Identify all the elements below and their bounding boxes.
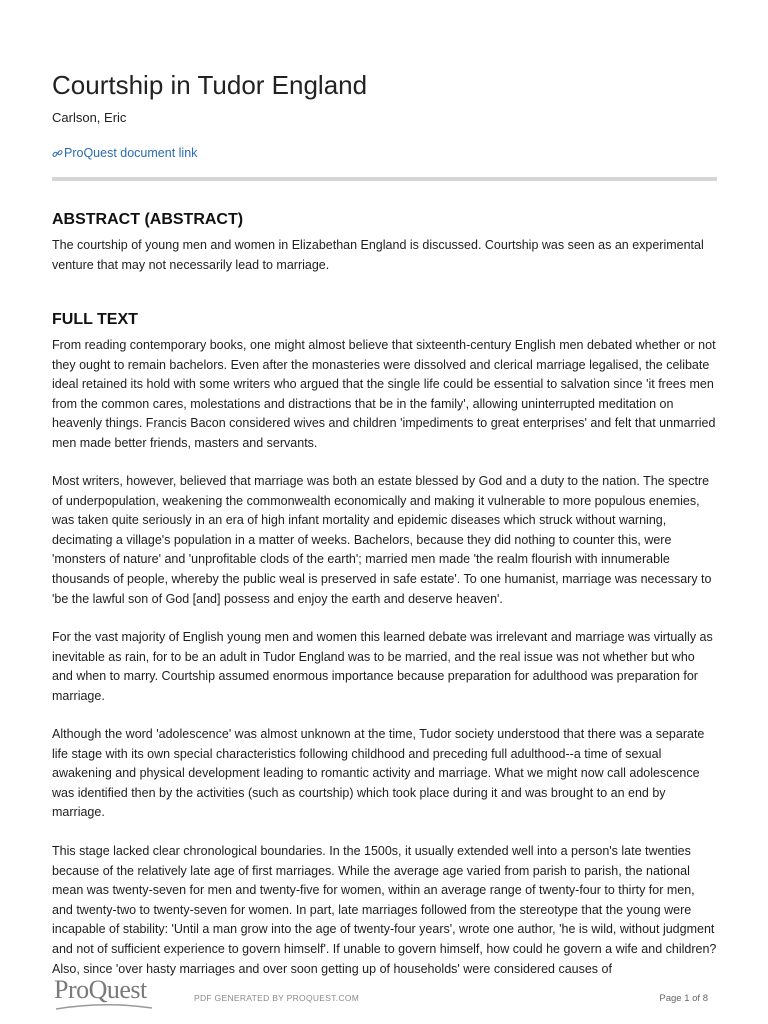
proquest-logo: ProQuest: [54, 975, 147, 1004]
full-text-paragraph: Although the word 'adolescence' was almost unknown at the time, Tudor society understood that there was a separate life stage with its own special characteristics following childhood and preceding full adulthood--a time of sexual awakening and physical development leading to romantic activity and marriage. What we might now call adolescence was identified then by the activities (such as courtship) which took place during it and was brought to an end by marriage.: [52, 727, 705, 820]
page-number: Page 1 of 8: [659, 993, 708, 1004]
document-title: Courtship in Tudor England: [52, 70, 368, 100]
full-text-paragraph: From reading contemporary books, one might almost believe that sixteenth-century English men debated whether or not they ought to remain bachelors. Even after the monasteries were dissolved and clerical marriage legalised, the celibate ideal retained its hold with some writers who argued that the single life could be essential to salvation since 'it frees men from the common cares, molestations and distractions that be in the family', allowing uninterrupted meditation on heavenly things. Francis Bacon considered wives and children 'impediments to great enterprises' and felt that unmarried men made better friends, masters and servants.: [52, 338, 716, 450]
proquest-document-link[interactable]: [52, 146, 197, 160]
full-text-heading: FULL TEXT: [52, 311, 138, 328]
logo-swoosh-icon: [54, 1003, 154, 1011]
full-text-paragraph: Most writers, however, believed that marriage was both an estate blessed by God and a duty to the nation. The spectre of underpopulation, weakening the commonwealth economically and making it vulnerable to more populous enemies, was taken quite seriously in an era of high infant mortality and epidemic diseases which struck without warning, decimating a village's population in a matter of weeks. Bachelors, because they did nothing to counter this, were 'monsters of nature' and 'unprofitable clods of the earth'; married men made 'the realm flourish with innumerable thousands of people, whereby the public weal is preserved in safe estate'. To one humanist, marriage was necessary to 'be the lawful son of God [and] possess and enjoy the earth and deserve heaven'.: [52, 474, 712, 606]
document-link-label: ProQuest document link: [64, 146, 198, 160]
generated-by-label: PDF GENERATED BY PROQUEST.COM: [194, 993, 360, 1003]
abstract-heading: ABSTRACT (ABSTRACT): [52, 211, 244, 228]
full-text-paragraph: This stage lacked clear chronological boundaries. In the 1500s, it usually extended well into a person's late twenties because of the relatively late age of first marriages. While the average age varied from parish to parish, the national mean was twenty-seven for men and twenty-five for women, within an average range of twenty-four to thirty for men, and twenty-two to twenty-seven for women. In part, late marriages followed from the stereotype that the young were incapable of stability: 'Until a man grow into the age of twenty-four years', wrote one author, 'he is wild, without judgment and not of sufficient experience to govern himself'. If unable to govern himself, how could he govern a wife and children? Also, since 'over hasty marriages and over soon getting up of households' were considered causes of: [52, 844, 717, 976]
abstract-text: The courtship of young men and women in Elizabethan England is discussed. Courtship was seen as an experimental venture that may not necessarily lead to marriage.: [52, 238, 704, 272]
document-author: Carlson, Eric: [52, 110, 127, 125]
full-text-paragraph: For the vast majority of English young men and women this learned debate was irrelevant and marriage was virtually as inevitable as rain, for to be an adult in Tudor England was to be married, and the real issue was not whether but who and when to marry. Courtship assumed enormous importance because preparation for adulthood was preparation for marriage.: [52, 630, 713, 703]
link-icon: [52, 148, 63, 159]
header-divider: [52, 177, 717, 181]
